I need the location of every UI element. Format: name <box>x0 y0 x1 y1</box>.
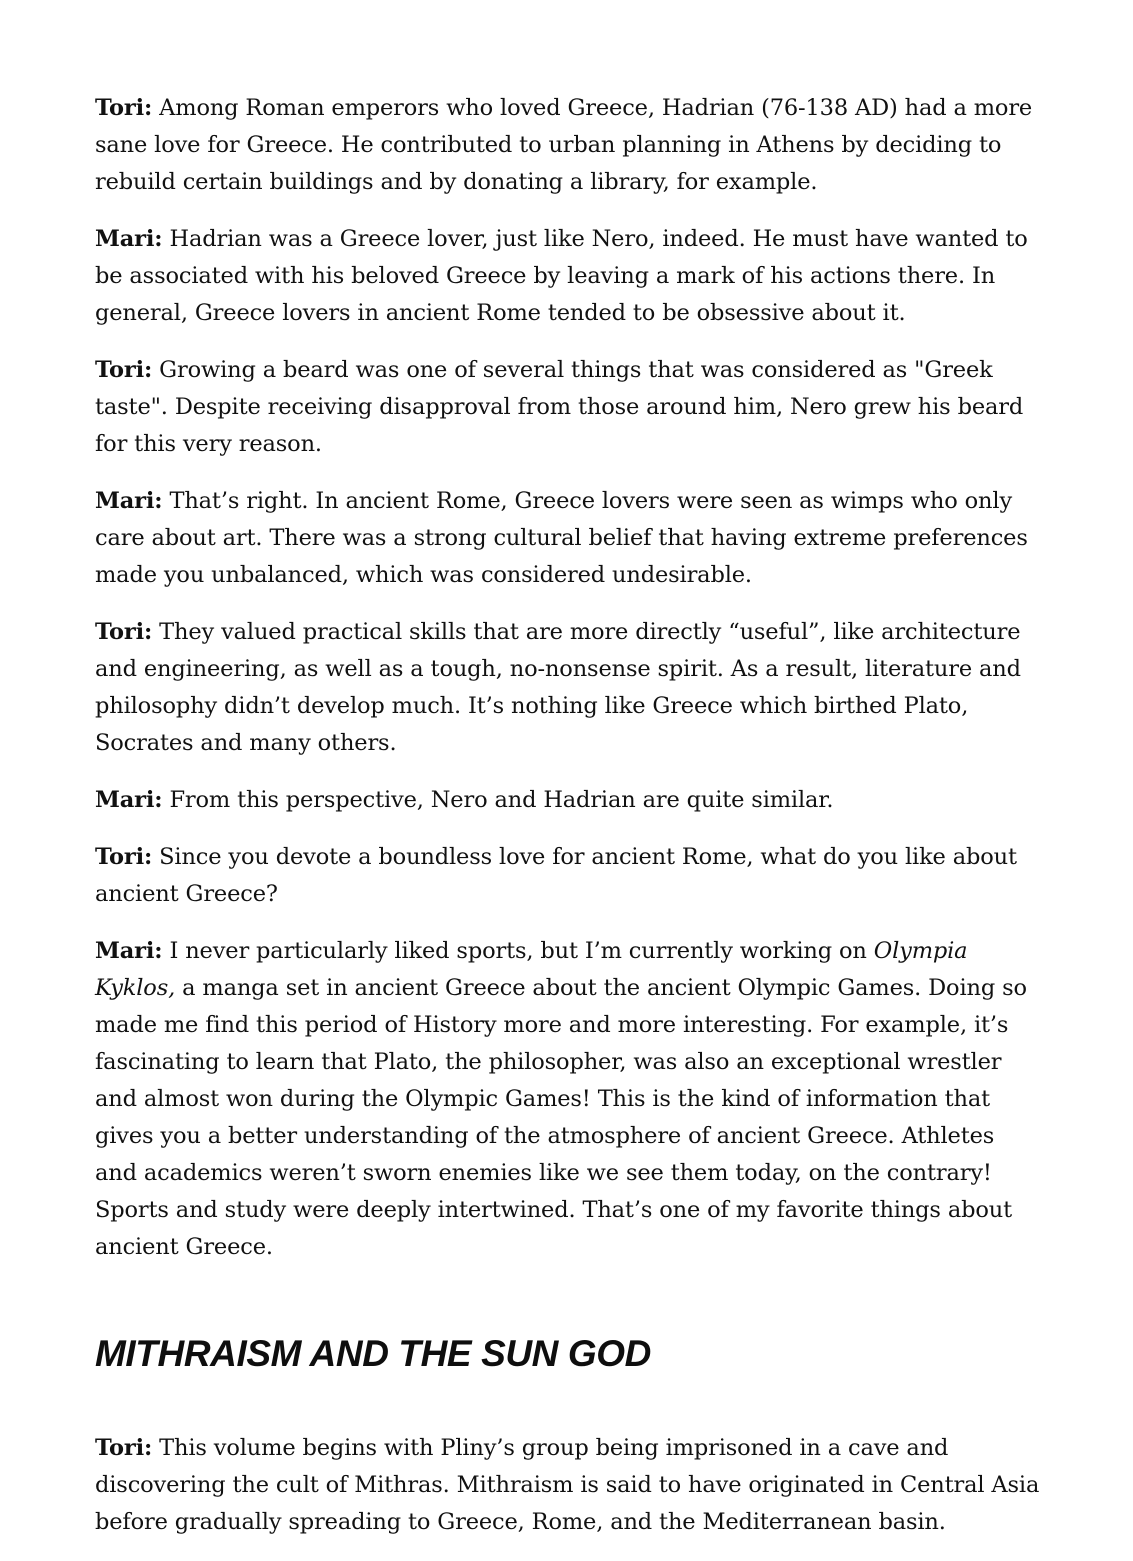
dialogue-text: They valued practical skills that are more directly “useful”, like architecture and engineering, as well as a tough, no-nonsense spirit. As a result, literature and philosophy didn’t develop much. It’s nothing like Greece which birthed Plato, Socrates and many others. <box>95 619 1021 756</box>
speaker-name: Mari: <box>95 488 163 514</box>
dialogue-text: Growing a beard was one of several things that was considered as "Greek taste". Despite receiving disapproval from those around him, Nero grew his beard for this very reason. <box>95 357 1024 457</box>
olympia-paragraph <box>95 933 1040 1266</box>
dialogue-text-after-title: a manga set in ancient Greece about the ancient Olympic Games. Doing so made me find this period of History more and more interesting. For example, it’s fascinating to learn that Plato, the philosopher, was also an exceptional wrestler and almost won during the Olympic Games! This is the kind of information that gives you a better understanding of the atmosphere of ancient Greece. Athletes and academics weren’t sworn enemies like we see them today, on the contrary! Sports and study were deeply intertwined. That’s one of my favorite things about ancient Greece. <box>95 975 1027 1260</box>
dialogue-text-before-title: I never particularly liked sports, but I’m currently working on <box>169 938 867 964</box>
dialogue-paragraph <box>95 90 1040 201</box>
dialogue-paragraph <box>95 1430 1040 1541</box>
speaker-name: Mari: <box>95 226 163 252</box>
speaker-name: Tori: <box>95 95 153 121</box>
dialogue-paragraph <box>95 614 1040 762</box>
speaker-name: Tori: <box>95 844 153 870</box>
dialogue-paragraph <box>95 221 1040 332</box>
dialogue-paragraph <box>95 352 1040 463</box>
article-body <box>95 90 1040 1561</box>
dialogue-text: Hadrian was a Greece lover, just like Nero, indeed. He must have wanted to be associated with his beloved Greece by leaving a mark of his actions there. In general, Greece lovers in ancient Rome tended to be obsessive about it. <box>95 226 1028 326</box>
dialogue-text: From this perspective, Nero and Hadrian are quite similar. <box>169 787 834 813</box>
speaker-name: Mari: <box>95 938 163 964</box>
dialogue-text: That’s right. In ancient Rome, Greece lovers were seen as wimps who only care about art. There was a strong cultural belief that having extreme preferences made you unbalanced, which was considered undesirable. <box>95 488 1028 588</box>
dialogue-paragraph <box>95 782 1040 819</box>
dialogue-text: Among Roman emperors who loved Greece, Hadrian (76-138 AD) had a more sane love for Greece. He contributed to urban planning in Athens by deciding to rebuild certain buildings and by donating a library, for example. <box>95 95 1033 195</box>
dialogue-paragraph <box>95 483 1040 594</box>
speaker-name: Mari: <box>95 787 163 813</box>
speaker-name: Tori: <box>95 619 153 645</box>
speaker-name: Tori: <box>95 357 153 383</box>
dialogue-text: Since you devote a boundless love for ancient Rome, what do you like about ancient Greece? <box>95 844 1017 907</box>
section-heading: MITHRAISM AND THE SUN GOD <box>95 1333 651 1374</box>
speaker-name: Tori: <box>95 1435 153 1461</box>
manga-title: Olympia Kyklos, <box>95 938 968 1001</box>
dialogue-text: This volume begins with Pliny’s group being imprisoned in a cave and discovering the cult of Mithras. Mithraism is said to have originated in Central Asia before gradually spreading to Greece, Rome, and the Mediterranean basin. <box>95 1435 1040 1535</box>
dialogue-paragraph <box>95 839 1040 913</box>
